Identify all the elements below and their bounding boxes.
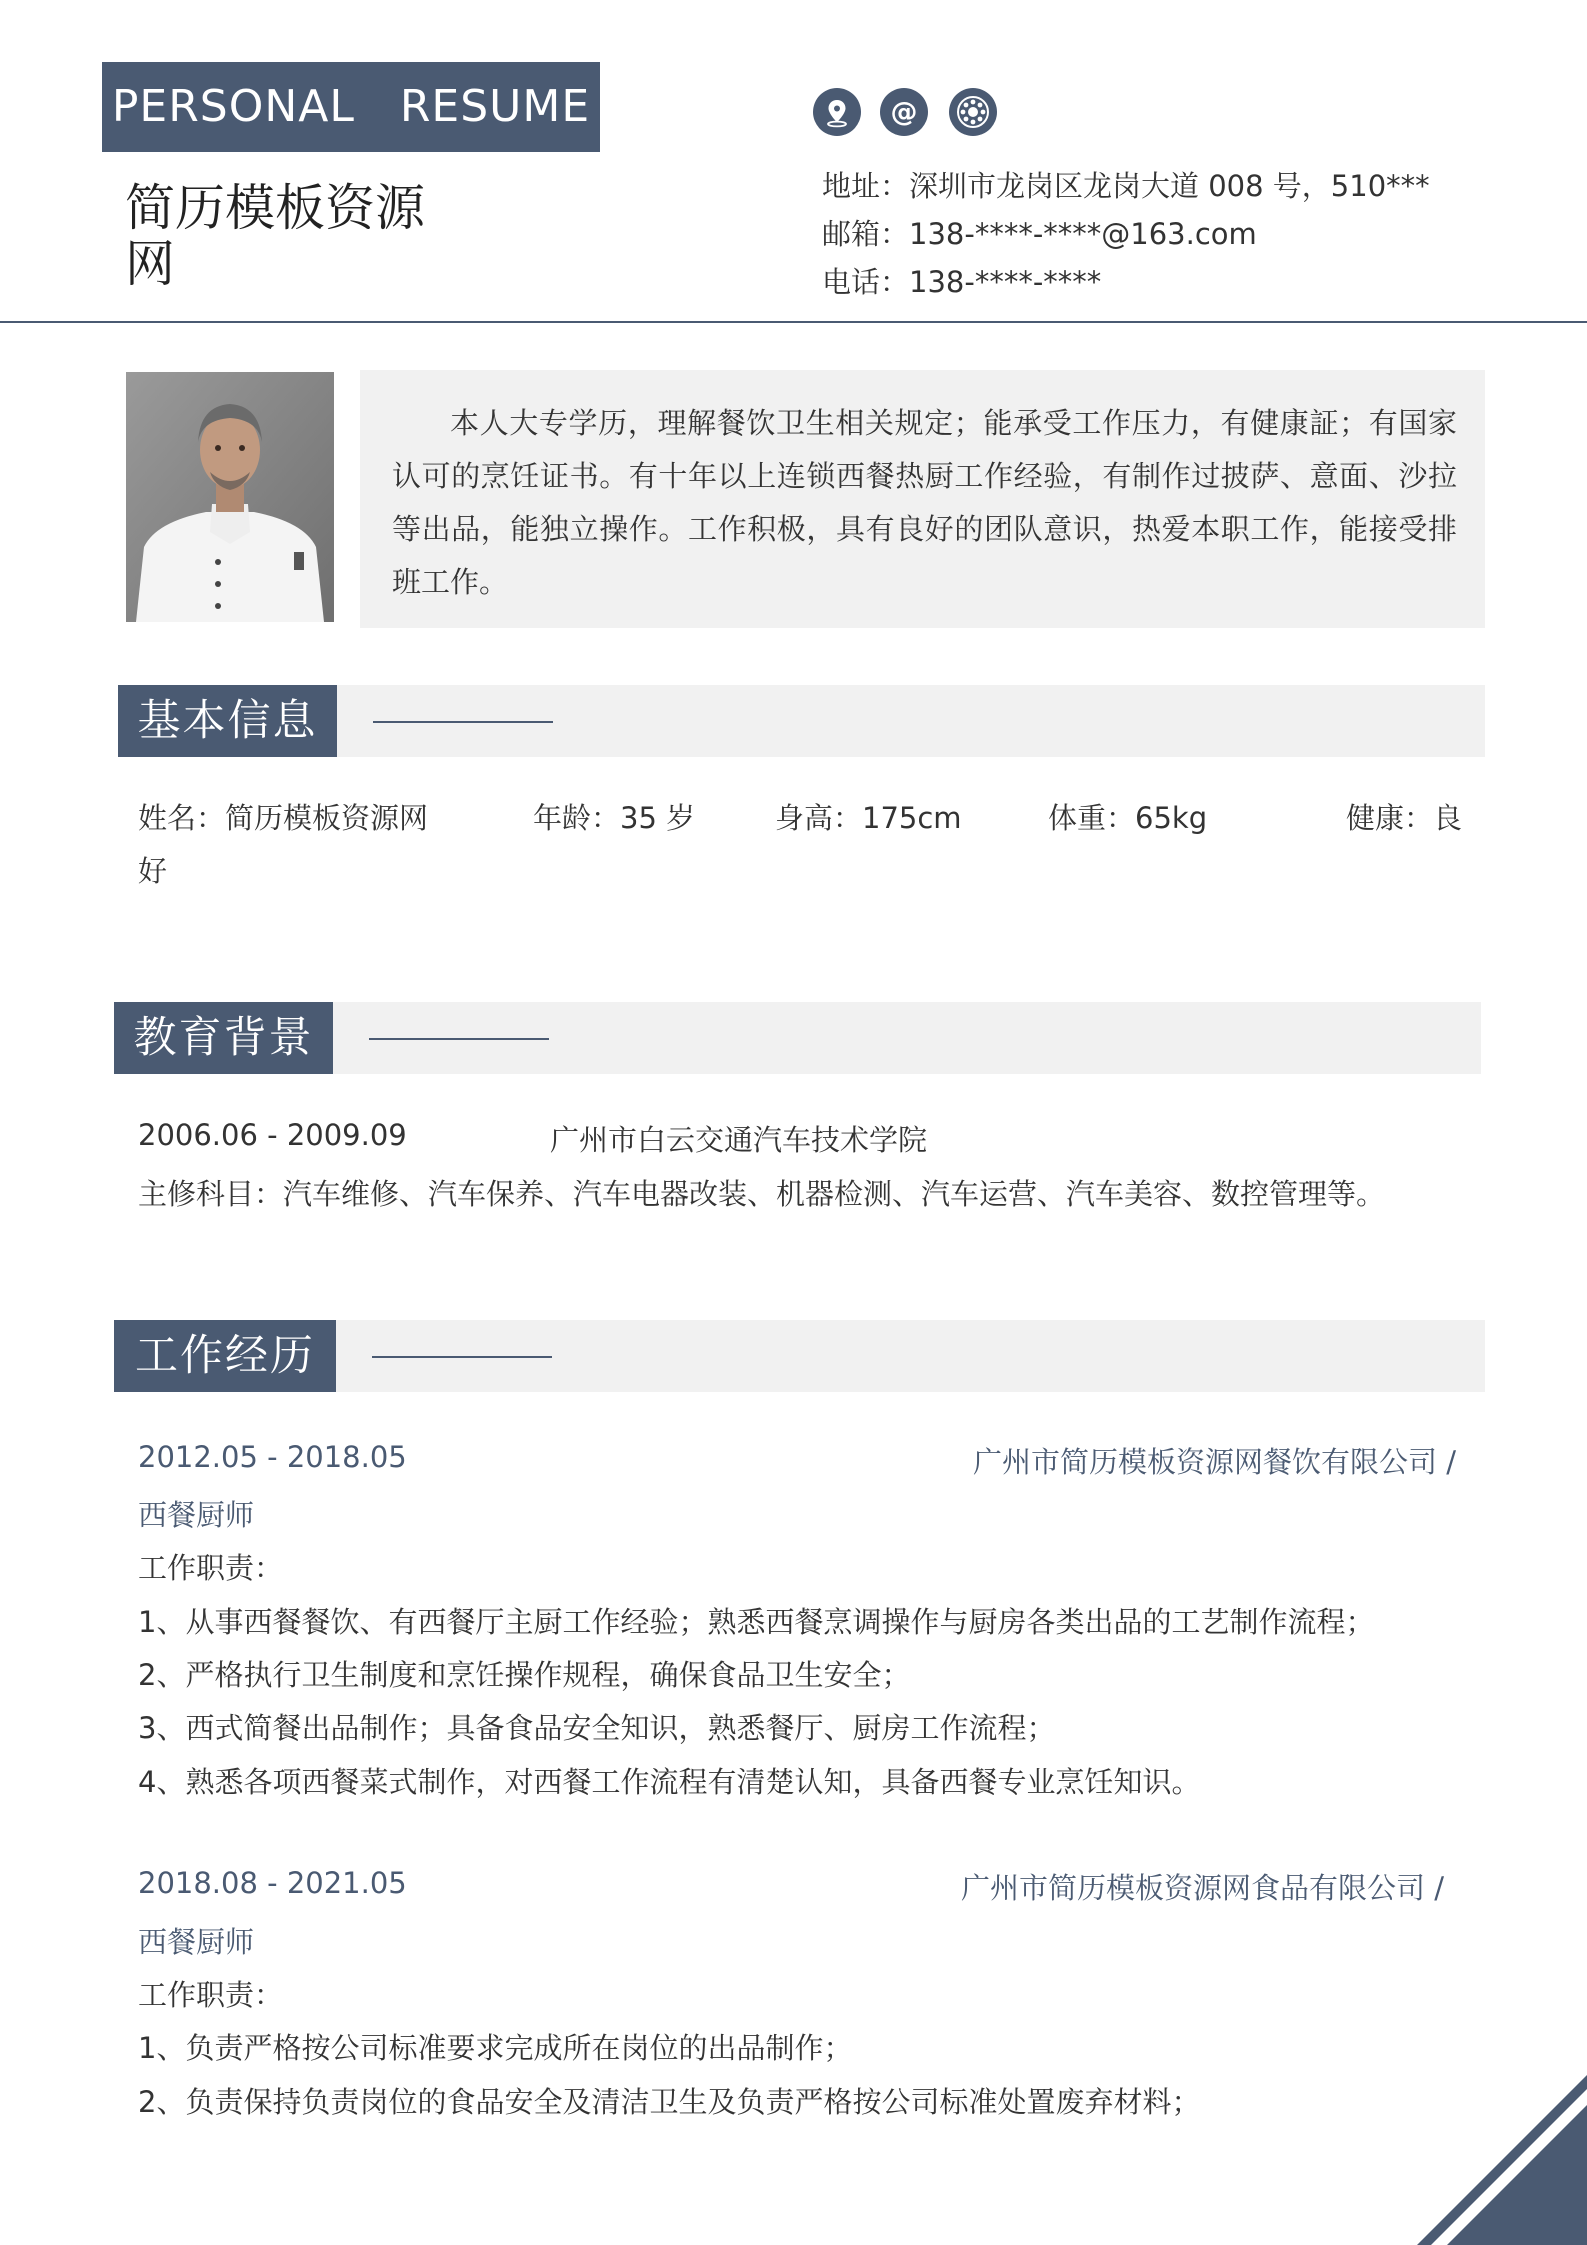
self-introduction: 本人大专学历，理解餐饮卫生相关规定；能承受工作压力，有健康証；有国家认可的烹饪证书。有十年以上连锁西餐热厨工作经验，有制作过披萨、意面、沙拉等出品，能独立操作。工作积极，具有良好的团队意识，热爱本职工作，能接受排班工作。 xyxy=(392,406,1457,599)
contact-phone: 电话：138-****-**** xyxy=(822,265,1102,299)
header-divider xyxy=(0,321,1587,323)
section-underline xyxy=(372,1356,552,1358)
job-company: 广州市简历模板资源网餐饮有限公司 / xyxy=(973,1445,1456,1479)
job-duty: 1、从事西餐餐饮、有西餐厅主厨工作经验；熟悉西餐烹调操作与厨房各类出品的工艺制作流程； xyxy=(138,1605,1375,1639)
section-title-work: 工作经历 xyxy=(114,1320,336,1392)
info-age: 年龄：35 岁 xyxy=(533,801,696,835)
resume-banner: PERSONAL RESUME xyxy=(102,62,600,152)
job-duty: 2、严格执行卫生制度和烹饪操作规程，确保食品卫生安全； xyxy=(138,1658,911,1692)
corner-decoration xyxy=(1387,2045,1587,2245)
job-period: 2012.05 - 2018.05 xyxy=(138,1440,407,1474)
info-height: 身高：175cm xyxy=(775,801,962,835)
info-health: 健康：良 xyxy=(1346,801,1463,835)
edu-school: 广州市白云交通汽车技术学院 xyxy=(550,1123,928,1157)
edu-courses: 主修科目：汽车维修、汽车保养、汽车电器改装、机器检测、汽车运营、汽车美容、数控管理等。 xyxy=(138,1177,1386,1211)
job-role: 西餐厨师 xyxy=(138,1925,255,1959)
email-icon xyxy=(880,88,928,136)
edu-period: 2006.06 - 2009.09 xyxy=(138,1118,407,1152)
job-period: 2018.08 - 2021.05 xyxy=(138,1866,407,1900)
job-duty-label: 工作职责： xyxy=(138,1551,284,1585)
phone-icon xyxy=(949,88,997,136)
svg-text:@: @ xyxy=(890,97,918,128)
job-role: 西餐厨师 xyxy=(138,1498,255,1532)
section-underline xyxy=(369,1038,549,1040)
contact-email: 邮箱：138-****-****@163.com xyxy=(822,217,1257,251)
info-name: 姓名：简历模板资源网 xyxy=(138,801,429,835)
section-underline xyxy=(373,721,553,723)
job-duty: 2、负责保持负责岗位的食品安全及清洁卫生及负责严格按公司标准处置废弃材料； xyxy=(138,2085,1201,2119)
section-title-education: 教育背景 xyxy=(114,1002,333,1074)
job-company: 广州市简历模板资源网食品有限公司 / xyxy=(961,1871,1444,1905)
job-duty: 1、负责严格按公司标准要求完成所在岗位的出品制作； xyxy=(138,2031,853,2065)
job-duty-label: 工作职责： xyxy=(138,1978,284,2012)
resume-owner-name: 简历模板资源网 xyxy=(125,179,425,293)
info-health-cont: 好 xyxy=(138,854,168,888)
location-icon xyxy=(813,88,861,136)
job-duty: 3、西式简餐出品制作；具备食品安全知识，熟悉餐厅、厨房工作流程； xyxy=(138,1711,1056,1745)
contact-address: 地址：深圳市龙岗区龙岗大道 008 号，510*** xyxy=(822,169,1430,203)
job-duty: 4、熟悉各项西餐菜式制作，对西餐工作流程有清楚认知，具备西餐专业烹饪知识。 xyxy=(138,1765,1201,1799)
profile-photo xyxy=(126,372,334,622)
info-weight: 体重：65kg xyxy=(1048,801,1208,835)
section-title-basic: 基本信息 xyxy=(118,685,337,757)
